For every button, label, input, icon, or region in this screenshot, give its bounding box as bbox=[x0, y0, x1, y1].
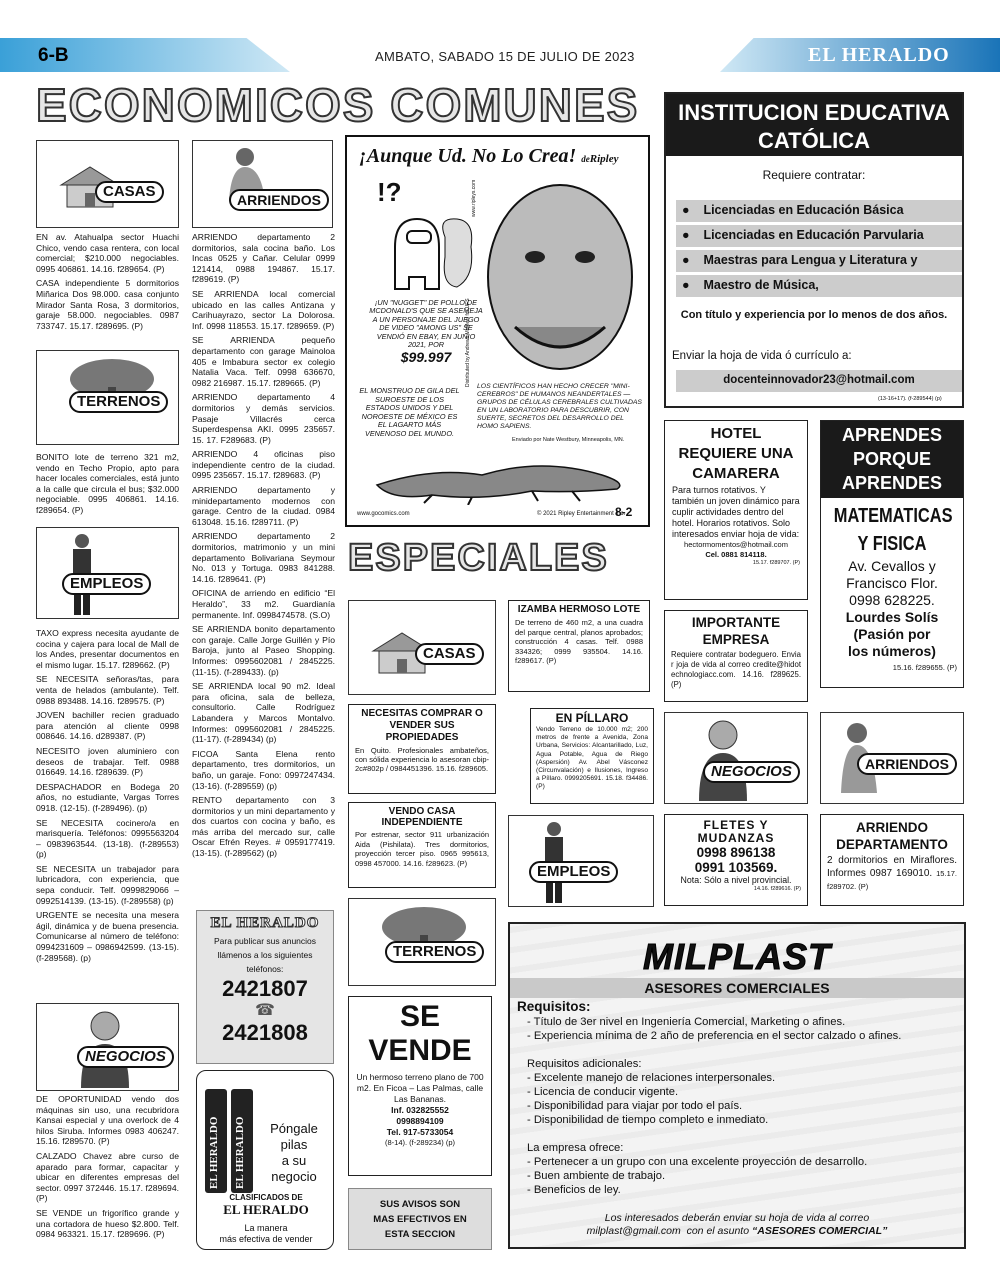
ad-title: HOTEL REQUIERE UNA CAMARERA bbox=[678, 425, 794, 482]
inst-send: Enviar la hoja de vida ó currículo a: bbox=[672, 350, 852, 362]
avisos-line: ESTA SECCION bbox=[384, 1229, 456, 1240]
inst-experience: Con título y experiencia por lo menos de dos años. bbox=[680, 309, 948, 321]
ad-izamba bbox=[508, 600, 650, 692]
heraldo-box-line: llámenos a los siguientes bbox=[217, 950, 313, 960]
ad-institucion bbox=[664, 92, 964, 408]
ripley-title bbox=[359, 145, 618, 168]
ripley-distributor: Distributed by Andrews McMeel for UFS bbox=[465, 298, 471, 387]
ad-ref: 14.16. f289616. (P) bbox=[753, 886, 801, 892]
ripley-site: www.gocomics.com bbox=[357, 511, 410, 517]
ripley-title-text: ¡Aunque Ud. No Lo Crea! bbox=[359, 145, 577, 167]
businessman-icon bbox=[695, 717, 751, 801]
inst-item-text: Licenciadas en Educación Básica bbox=[703, 203, 904, 217]
ripley-cartoon bbox=[345, 135, 650, 527]
ad-title: FLETES Y MUDANZAS bbox=[697, 818, 775, 845]
ad-tagline: los números) bbox=[848, 643, 936, 659]
ad-text: ARRIENDO departamento 2 dormitorios, matrimonio y un mini departamento Bolivariana Seymour No. 013 y Tortuga. 0983 841288. 14.16. f289641. (P) bbox=[192, 531, 335, 584]
ad-phone: 0998 896138 bbox=[696, 845, 776, 860]
ad-text: BONITO lote de terreno 321 m2, vendo en Techo Propio, apto para hacer locales comerciales, está junto a la calle que circula el bus; $32.000 negociable. 0995 406861. 14.16. f289654. (P) bbox=[36, 452, 179, 515]
ad-title: ARRIENDO DEPARTAMENTO bbox=[836, 820, 948, 852]
category-terrenos bbox=[36, 350, 179, 445]
avisos-line: SUS AVISOS SON bbox=[379, 1199, 461, 1210]
ad-ref: 15.17. f289707. (P) bbox=[752, 560, 800, 566]
milplast-subject: “ASESORES COMERCIAL” bbox=[751, 1225, 888, 1237]
ad-subject: MATEMATICAS bbox=[833, 505, 953, 527]
phone-icon: ☎ bbox=[255, 1002, 275, 1019]
ad-text: ARRIENDO departamento 4 dormitorios y demás servicios. Pasaje Villacrés cerca Superdespensa AKI. 0995 235657. 15. 17. F289683. (P) bbox=[192, 392, 335, 445]
ad-name: Lourdes Solís bbox=[845, 609, 939, 625]
especiales-title: ESPECIALES bbox=[348, 537, 609, 579]
ad-body bbox=[827, 854, 957, 893]
ad-body-text: 2 dormitorios en Miraflores. Informes 0987 169010. bbox=[827, 855, 957, 879]
ad-arriendo-departamento bbox=[820, 814, 964, 906]
milplast-body bbox=[517, 998, 957, 1197]
category-label: TERRENOS bbox=[385, 941, 484, 963]
category-casas bbox=[36, 140, 179, 228]
ad-text: DESPACHADOR en Bodega 20 años, no estudiante, Vargas Torres 0918. (12-15). (f-289496). (p) bbox=[36, 781, 179, 813]
ad-ref: 15.17. f289702. (P) bbox=[827, 869, 957, 891]
slogan-line: negocio bbox=[271, 1169, 317, 1184]
neanderthal-face bbox=[475, 177, 645, 397]
ad-text: SE ARRIENDA local comercial ubicado en las calles Antizana y Carihuayrazo, sector La Dolorosa. Inf. 0998 118553. 15.17. f289659. (P) bbox=[192, 288, 335, 331]
ad-title: SE bbox=[399, 1000, 441, 1033]
especial-arriendos bbox=[820, 712, 964, 804]
category-label: ARRIENDOS bbox=[229, 189, 329, 211]
ad-title: EN PÍLLARO bbox=[555, 711, 629, 725]
pilas-ad bbox=[196, 1070, 334, 1250]
ad-text: NECESITO joven aluminiero con deseos de trabajar. Telf. 0988 016649. 14.16. f289639. (P) bbox=[36, 745, 179, 778]
ripley-sub: de bbox=[581, 154, 590, 164]
pilas-sub: La manera bbox=[244, 1223, 288, 1233]
gila-text: EL MONSTRUO DE GILA DEL SUROESTE DE LOS ESTADOS UNIDOS Y DEL NOROESTE DE MÉXICO ES EL LAGARTO MÁS VENENOSO DEL MUNDO. bbox=[359, 386, 460, 438]
milplast-offer-item: - Buen ambiente de trabajo. bbox=[527, 1170, 666, 1182]
ad-necesitas bbox=[348, 704, 496, 794]
ad-phone: 0991 103569. bbox=[694, 860, 778, 875]
ad-text: TAXO express necesita ayudante de cocina y cajera para local de Mall de los Andes, presentar documentos en el mismo lugar. 15.17. f289662. (P) bbox=[36, 628, 179, 670]
category-label: TERRENOS bbox=[69, 391, 168, 413]
ad-body: Por estrenar, sector 911 urbanización Aida (Pishilata). Tres dormitorios, proyección tercer piso. 0965 995613, 0998 457000. 14.16. f289623. (P) bbox=[355, 830, 489, 868]
milplast-offer-item: - Beneficios de ley. bbox=[527, 1184, 621, 1196]
ad-hotel bbox=[664, 420, 808, 600]
milplast-offer-item: - Pertenecer a un grupo con una excelente proyección de desarrollo. bbox=[527, 1156, 868, 1168]
inst-item: ● Licenciadas en Educación Básica bbox=[676, 200, 962, 222]
milplast-req-item: - Título de 3er nivel en Ingeniería Comercial, Marketing o afines. bbox=[527, 1016, 846, 1028]
ad-title: IZAMBA HERMOSO LOTE bbox=[517, 604, 641, 615]
ad-text: RENTO departamento con 3 dormitorios y un mini departamento y dos cuartos con cocina y baño, es más arriba del mercado sur, calle Oscar Efrén Reyes. # 0959177419. (13-15). (f-289562) (p) bbox=[192, 795, 335, 859]
ad-milplast bbox=[508, 922, 966, 1249]
ad-text: CASA independiente 5 dormitorios Miñarica Dos 98.000. casa conjunto Mirador Santa Rosa, 3 dormitorios, garaje 58.000. negociables. 0987 733747. 15.17. f289695. (P) bbox=[36, 278, 179, 331]
ad-vendo-casa bbox=[348, 802, 496, 888]
ad-se-vende bbox=[348, 996, 492, 1176]
col2-arriendos-list bbox=[192, 232, 335, 863]
milplast-add-item: - Disponibilidad de tiempo completo e inmediato. bbox=[527, 1114, 769, 1126]
inst-item-text: Licenciadas en Educación Parvularia bbox=[703, 228, 924, 242]
ad-importante bbox=[664, 610, 808, 702]
ad-text: SE VENDE un frigorífico grande y una cortadora de hueso $2.800. Telf. 0984 963321. 15.17. f289696. (P) bbox=[36, 1207, 179, 1240]
ad-ref: 15.16. f289655. (P) bbox=[892, 663, 957, 672]
category-label: EMPLEOS bbox=[62, 573, 151, 595]
ad-text: JOVEN bachiller recien graduado para atención al cliente 0998 008646. 14.16. d289387. (P) bbox=[36, 710, 179, 742]
ad-title: VENDO CASA INDEPENDIENTE bbox=[381, 806, 463, 828]
ad-address: Francisco Flor. bbox=[846, 575, 938, 591]
heraldo-box-line: Para publicar sus anuncios bbox=[213, 936, 317, 946]
inst-item-text: Maestro de Música, bbox=[703, 278, 819, 292]
inst-ref: (13-16+17). (f-289544) (p) bbox=[878, 396, 942, 402]
inst-item: ● Maestras para Lengua y Literatura y bbox=[676, 250, 962, 272]
ad-title: IMPORTANTE EMPRESA bbox=[691, 615, 781, 647]
ad-body: Para turnos rotativos. Y también un joven dinámico para cuplir actividades dentro del hotel. Horarios rotativos. Solo interesados enviar hoja de vida: bbox=[672, 485, 800, 539]
ripley-sender: Enviado por Nate Westbury, Minneapolis, MN. bbox=[512, 437, 625, 443]
col1-negocios-list bbox=[36, 1094, 179, 1244]
especial-negocios bbox=[664, 712, 808, 804]
inst-item: ● Maestro de Música, bbox=[676, 275, 962, 297]
heraldo-box-line: teléfonos: bbox=[246, 964, 284, 974]
ad-body: Requiere contratar bodeguero. Enviar joja de vida al correo credite@hidotechnologiacc.com. 14.16. f289625. (P) bbox=[671, 650, 801, 689]
milplast-footer bbox=[510, 1212, 964, 1238]
ad-phone: Tel. 917-5733054 bbox=[386, 1127, 454, 1137]
category-negocios bbox=[36, 1003, 179, 1091]
category-label: NEGOCIOS bbox=[703, 761, 800, 783]
ad-aprendes bbox=[820, 420, 964, 688]
ad-body: Un hermoso terreno plano de 700 m2. En Ficoa – Las Palmas, calle Las Bananas. bbox=[356, 1072, 484, 1104]
ad-text: CALZADO Chavez abre curso de aparado para formar, capacitar y ubicar en diferentes empresas del sector. 0997 372446. 15.17. f289694. (P) bbox=[36, 1150, 179, 1204]
category-label: EMPLEOS bbox=[529, 861, 618, 883]
ad-text: SE ARRIENDA bonito departamento con garaje. Calle Jorge Guillén y Pío Baroja, junto al Paseo Shopping. Informes: 0995602081 / 2845225. (11-15). (f-289433). (p) bbox=[192, 624, 335, 677]
inst-item-list bbox=[676, 200, 962, 300]
ad-phone: 0998894109 bbox=[396, 1116, 444, 1126]
inst-item: ● Licenciadas en Educación Parvularia bbox=[676, 225, 962, 247]
battery-label: EL HERALDO bbox=[208, 1116, 220, 1189]
header-date: AMBATO, SABADO 15 DE JULIO DE 2023 bbox=[375, 49, 635, 64]
ad-text: SE ARRIENDA local 90 m2. Ideal para oficina, sala de belleza, consultorio. Calle Rodríguez Labandera y Marcos Montalvo. Informes: 0995602081 / 2845225. (11-17). (f-289434) (p) bbox=[192, 681, 335, 745]
col1-casas-list bbox=[36, 232, 179, 335]
ad-tagline: (Pasión por bbox=[853, 626, 931, 642]
slogan-line: a su bbox=[281, 1153, 307, 1168]
especial-terrenos bbox=[348, 898, 496, 986]
milplast-footer-line: Los interesados deberán enviar su hoja de vida al correo bbox=[604, 1212, 870, 1224]
milplast-title: ASESORES COMERCIALES bbox=[510, 978, 964, 998]
category-label: ARRIENDOS bbox=[857, 753, 957, 775]
avisos-box bbox=[348, 1188, 492, 1250]
especial-casas bbox=[348, 600, 496, 695]
ad-title: APRENDES PORQUE APRENDES bbox=[821, 421, 963, 498]
nugget-drawing bbox=[367, 207, 477, 297]
slogan-line: pilas bbox=[280, 1137, 308, 1152]
battery-label: EL HERALDO bbox=[234, 1116, 246, 1189]
milplast-add-heading: Requisitos adicionales: bbox=[527, 1058, 642, 1070]
ad-body: En Quito. Profesionales ambateños, con sólida experiencia lo asesoran cbip-2c#802p / 0984451396. 15.16. f289605. bbox=[355, 746, 489, 773]
col1-empleos-list bbox=[36, 628, 179, 967]
ad-body: Vendo Terreno de 10.000 m2; 200 metros de frente a Avenida, Zona Urbana, Servicios: Alcantarillado, Luz, Agua Potable, Agua de Riego (Aspersión) Av. Abel Vásconez (Circunvalación) e Ilusiones, Ingreso a Píllaro. 0999205691. 15.18. f34486. (P) bbox=[536, 726, 648, 791]
ad-text: OFICINA de arriendo en edificio “El Heraldo”, 33 m2. Guardianía permanente. Inf. 0998474578. (S.O) bbox=[192, 588, 335, 620]
category-label: CASAS bbox=[95, 181, 164, 203]
ripley-brand: Ripley bbox=[589, 153, 619, 165]
gila-monster-drawing bbox=[372, 445, 632, 505]
col1-terrenos-list bbox=[36, 452, 179, 520]
heraldo-phone-1: 2421807 bbox=[222, 976, 308, 1001]
inst-item-text: Maestras para Lengua y Literatura y bbox=[703, 253, 918, 267]
heraldo-box-brand: EL HERALDO bbox=[210, 915, 320, 931]
ad-phone: 0998 628225. bbox=[849, 592, 935, 608]
milplast-add-item: - Licencia de conducir vigente. bbox=[527, 1086, 679, 1098]
ad-text: URGENTE se necesita una mesera ágil, dinámica y de buena presencia. Comunicarse al número de teléfono: 0994231609 – 0986942599. (13-15). (f-289568). (p) bbox=[36, 910, 179, 963]
category-arriendos bbox=[192, 140, 333, 228]
category-label: CASAS bbox=[415, 643, 484, 665]
pilas-slogan bbox=[257, 1121, 331, 1185]
ad-text: ARRIENDO departamento y minidepartamento modernos con garage. Centro de la ciudad. 0984 613048. 15.16. f289711. (P) bbox=[192, 485, 335, 527]
header-bar bbox=[0, 38, 1000, 72]
ad-title: NECESITAS COMPRAR O VENDER SUS PROPIEDADES bbox=[361, 708, 483, 743]
ripley-number: 8-2 bbox=[615, 505, 633, 519]
mini-brains-text: LOS CIENTÍFICOS HAN HECHO CRECER "MINI-CEREBROS" DE HUMANOS NEANDERTALES — GRUPOS DE CÉLULAS CEREBRALES CULTIVADAS EN UN LABORATORIO PARA DESCUBRIR, CON SUERTE, SECRETOS DEL DESARROLLO DEL HOMO SAPIENS. bbox=[477, 383, 642, 430]
ripley-web: www.ripleys.com bbox=[471, 179, 477, 217]
ad-ref: (8-14). (f-289234) (p) bbox=[384, 1138, 456, 1147]
ad-fletes bbox=[664, 814, 808, 906]
category-label: NEGOCIOS bbox=[77, 1046, 174, 1068]
inst-title: CATÓLICA bbox=[757, 128, 871, 153]
heraldo-phone-2: 2421808 bbox=[222, 1020, 308, 1045]
ad-text: SE NECESITA cocinero/a en marisquería. Teléfonos: 0995563204 – 0983963544. (13-18). (f-289553) (p) bbox=[36, 817, 179, 860]
nugget-price: $99.997 bbox=[400, 349, 452, 366]
ad-title: VENDE bbox=[368, 1034, 472, 1067]
pilas-clasificados: CLASIFICADOS DE bbox=[229, 1193, 303, 1202]
ripley-question: !? bbox=[377, 177, 402, 207]
ad-text: FICOA Santa Elena rento departamento, tres dormitorios, un baño, un garaje. Fono: 0997247434. (13-16). (f-289559) (p) bbox=[192, 748, 335, 791]
nugget-desc: ¡UN "NUGGET" DE POLLO DE MCDONALD'S QUE SE ASEMEJA A UN PERSONAJE DEL JUEGO DE VIDEO "AMONG US" SE VENDIÓ EN EBAY, EN JUNIO 2021, POR bbox=[369, 298, 483, 350]
ad-text: ARRIENDO 4 oficinas piso independiente centro de la ciudad. 0995 235657. 15.17. f289683. (P) bbox=[192, 449, 335, 481]
milplast-add-item: - Disponibilidad para viajar por todo el país. bbox=[527, 1100, 743, 1112]
inst-email: docenteinnovador23@hotmail.com bbox=[676, 370, 962, 392]
ad-phone: Cel. 0881 814118. bbox=[705, 550, 767, 559]
ripley-copyright: © 2021 Ripley Entertainment Inc. bbox=[537, 511, 626, 517]
pilas-sub: más efectiva de vender bbox=[219, 1234, 313, 1244]
ad-address: Av. Cevallos y bbox=[848, 558, 936, 574]
pilas-brand: EL HERALDO bbox=[223, 1202, 309, 1217]
slogan-line: Póngale bbox=[270, 1121, 318, 1136]
page-number: 6-B bbox=[38, 45, 69, 66]
milplast-logo: MILPLAST bbox=[643, 936, 831, 977]
milplast-add-item: - Excelente manejo de relaciones interpersonales. bbox=[527, 1072, 776, 1084]
ad-text: SE ARRIENDA pequeño departamento con garage Mainoloa 405 e Imbabura sector ex colegio Natalia Vaca. Telf. 0998 636670, 0982 216987. 15.17. f289665. (P) bbox=[192, 335, 335, 388]
avisos-line: MAS EFECTIVOS EN bbox=[373, 1214, 467, 1225]
inst-title: INSTITUCION EDUCATIVA bbox=[678, 100, 950, 125]
section-title: ECONOMICOS COMUNES bbox=[36, 79, 640, 131]
ad-phone: Inf. 032825552 bbox=[391, 1105, 449, 1115]
ad-pillaro bbox=[530, 708, 654, 804]
ad-body: De terreno de 460 m2, a una cuadra del parque central, planos aprobados; construcción 4 casas. Telf. 0988 334326; 0999 935504. 14.16. f289617. (P) bbox=[515, 618, 643, 666]
especial-empleos bbox=[508, 815, 654, 907]
milplast-subject-label: con el asunto bbox=[686, 1225, 750, 1237]
ad-subject: Y FISICA bbox=[857, 533, 927, 555]
milplast-offer-heading: La empresa ofrece: bbox=[527, 1142, 624, 1154]
milplast-req-item: - Experiencia mínima de 2 año de preferencia en el sector calzado o afines. bbox=[527, 1030, 902, 1042]
heraldo-phones-box bbox=[196, 910, 334, 1064]
milplast-footer-line bbox=[510, 1225, 964, 1238]
category-empleos bbox=[36, 527, 179, 619]
ad-text: DE OPORTUNIDAD vendo dos máquinas sin uso, una recubridora Kansai especial y una overlock de 4 hilos Siruba. Informes 0983 406247. 15.16. f289570. (P) bbox=[36, 1094, 179, 1147]
ad-note: Nota: Sólo a nivel provincial. bbox=[680, 875, 792, 885]
milplast-req-heading: Requisitos: bbox=[517, 999, 591, 1014]
ad-email: hectormomentos@hotmail.com bbox=[684, 540, 788, 549]
milplast-email: milplast@gmail.com bbox=[586, 1225, 681, 1237]
ad-text: SE NECESITA señoras/tas, para venta de helados (ambulante). Telf. 0988 893488. 14.16. f289575. (P) bbox=[36, 674, 179, 706]
brand-name: EL HERALDO bbox=[808, 44, 950, 66]
ad-text: EN av. Atahualpa sector Huachi Chico, vendo casa rentera, con local comercial; $210.000 negociables. 0995 406861. 14.16. f289654. (P) bbox=[36, 232, 179, 274]
inst-require: Requiere contratar: bbox=[762, 168, 866, 182]
ad-text: SE NECESITA un trabajador para lubricadora, con experiencia, que sepa conducir. Telf. 0999829066 – 0992514139. (13-15). (f-289558) (p) bbox=[36, 863, 179, 906]
ad-text: ARRIENDO departamento 2 dormitorios, sala cocina baño. Los Incas 0525 y Cañar. Celular 0999 121414, 0988 194867. 15.17. f289619. (P) bbox=[192, 232, 335, 285]
